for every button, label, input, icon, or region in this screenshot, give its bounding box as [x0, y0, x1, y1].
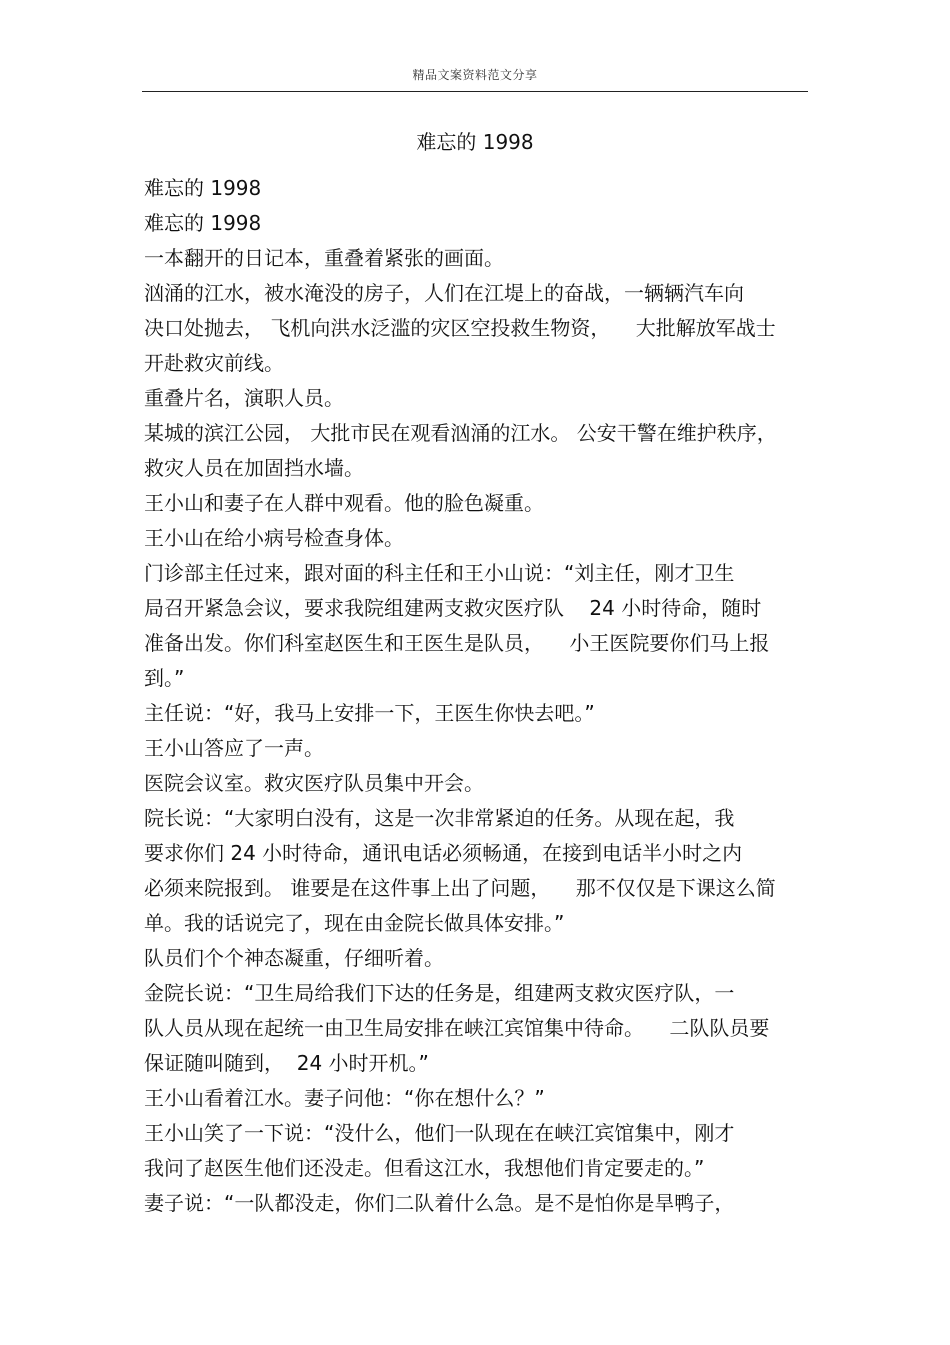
text-line: 要求你们 24 小时待命，通讯电话必须畅通，在接到电话半小时之内	[144, 841, 743, 865]
text-line: 局召开紧急会议，要求我院组建两支救灾医疗队 24 小时待命，随时	[144, 596, 762, 620]
text-line: 王小山在给小病号检查身体。	[144, 526, 404, 550]
text-line: 王小山和妻子在人群中观看。他的脸色凝重。	[144, 491, 544, 515]
header-divider	[142, 91, 808, 92]
text-line: 汹涌的江水，被水淹没的房子，人们在江堤上的奋战，一辆辆汽车向	[144, 281, 744, 305]
text-line: 救灾人员在加固挡水墙。	[144, 456, 364, 480]
text-line: 难忘的 1998	[144, 176, 262, 200]
text-line: 医院会议室。救灾医疗队员集中开会。	[144, 771, 484, 795]
document-title: 难忘的 1998	[416, 130, 534, 154]
text-line: 保证随叫随到， 24 小时开机。”	[144, 1051, 429, 1075]
text-line: 金院长说：“卫生局给我们下达的任务是，组建两支救灾医疗队，一	[144, 981, 735, 1005]
text-line: 王小山看着江水。妻子问他：“你在想什么？”	[144, 1086, 545, 1110]
text-line: 妻子说：“一队都没走，你们二队着什么急。是不是怕你是旱鸭子，	[144, 1191, 735, 1215]
text-line: 到。”	[144, 666, 185, 690]
document-body	[144, 173, 808, 1223]
text-line: 王小山笑了一下说：“没什么，他们一队现在在峡江宾馆集中，刚才	[144, 1121, 735, 1145]
text-line: 门诊部主任过来，跟对面的科主任和王小山说：“刘主任，刚才卫生	[144, 561, 735, 585]
text-line: 必须来院报到。 谁要是在这件事上出了问题， 那不仅仅是下课这么简	[144, 876, 776, 900]
text-line: 队人员从现在起统一由卫生局安排在峡江宾馆集中待命。 二队队员要	[144, 1016, 770, 1040]
text-line: 王小山答应了一声。	[144, 736, 324, 760]
text-line: 准备出发。你们科室赵医生和王医生是队员， 小王医院要你们马上报	[144, 631, 770, 655]
text-line: 队员们个个神态凝重，仔细听着。	[144, 946, 444, 970]
text-line: 我问了赵医生他们还没走。但看这江水，我想他们肯定要走的。”	[144, 1156, 705, 1180]
text-line: 难忘的 1998	[144, 211, 262, 235]
text-line: 重叠片名，演职人员。	[144, 386, 344, 410]
text-line: 开赴救灾前线。	[144, 351, 284, 375]
page-header: 精品文案资料范文分享	[412, 68, 538, 82]
text-line: 一本翻开的日记本，重叠着紧张的画面。	[144, 246, 504, 270]
text-line: 决口处抛去， 飞机向洪水泛滥的灾区空投救生物资， 大批解放军战士	[144, 316, 776, 340]
text-line: 单。我的话说完了，现在由金院长做具体安排。”	[144, 911, 565, 935]
text-line: 主任说：“好，我马上安排一下，王医生你快去吧。”	[144, 701, 595, 725]
text-line: 某城的滨江公园， 大批市民在观看汹涌的江水。 公安干警在维护秩序，	[144, 421, 777, 445]
text-line: 院长说：“大家明白没有，这是一次非常紧迫的任务。从现在起，我	[144, 806, 735, 830]
